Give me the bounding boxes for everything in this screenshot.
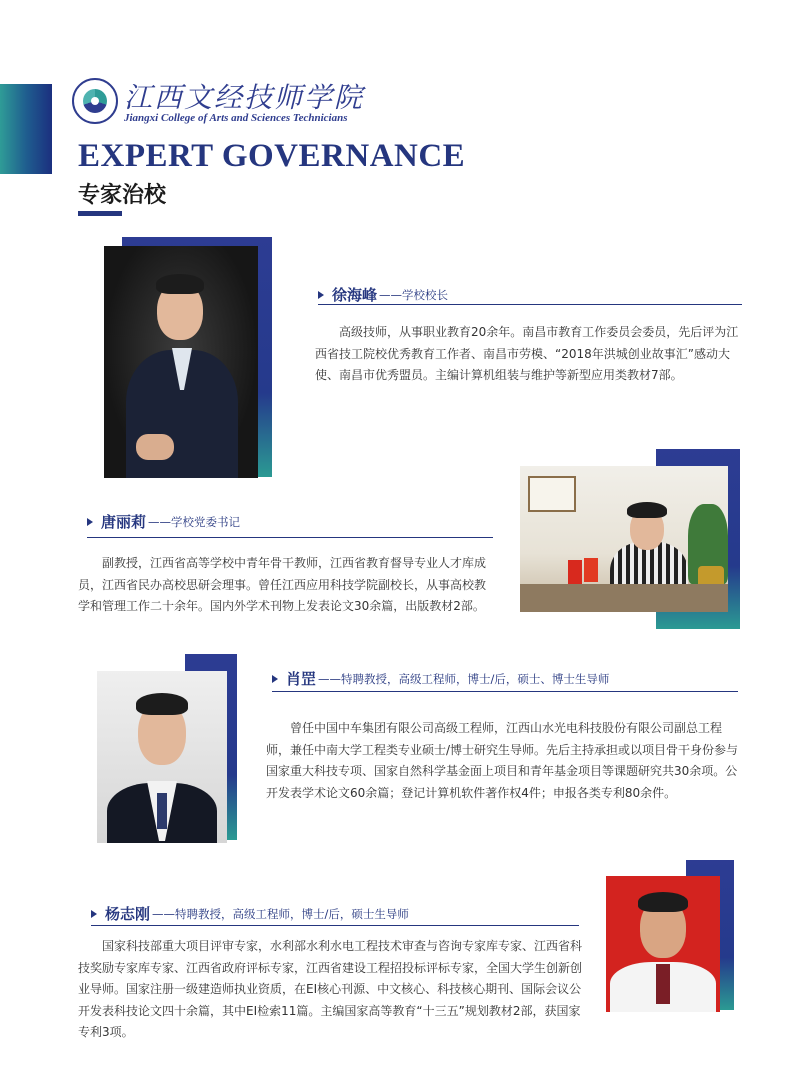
expert-2-name: 唐丽莉	[101, 513, 147, 531]
portrait-photo	[606, 876, 720, 1012]
college-logo-icon	[72, 78, 118, 124]
expert-2-heading	[87, 511, 240, 532]
expert-3-bio: 曾任中国中车集团有限公司高级工程师，江西山水光电科技股份有限公司副总工程师，兼任中南大学工程类专业硕士/博士研究生导师。先后主持承担或以项目骨干身份参与国家重大科技专项、国家自然科学基金面上项目和青年基金项目等课题研究共30余项。公开发表学术论文60余篇；登记计算机软件著作权4件；申报各类专利80余件。	[266, 721, 739, 800]
title-underline	[78, 211, 122, 216]
expert-1-bio: 高级技师，从事职业教育20余年。南昌市教育工作委员会委员，先后评为江西省技工院校优秀教育工作者、南昌市劳模、“2018年洪城创业故事汇”感动大使、南昌市优秀盟员。主编计算机组装与维护等新型应用类教材7部。	[315, 325, 739, 382]
divider-line	[318, 304, 742, 305]
header-accent-tab	[0, 84, 52, 174]
divider-line	[272, 691, 738, 692]
expert-4-heading	[91, 903, 409, 924]
expert-4-role: ——特聘教授，高级工程师，博士/后，硕士生导师	[152, 906, 409, 921]
expert-1-name: 徐海峰	[332, 286, 378, 304]
page-title-cn: 专家治校	[78, 183, 167, 208]
bullet-arrow-icon	[91, 910, 97, 918]
portrait-photo	[520, 466, 728, 612]
divider-line	[91, 925, 579, 926]
expert-1-role: ——学校校长	[379, 287, 449, 302]
expert-1-heading	[318, 284, 448, 305]
expert-2-bio: 副教授，江西省高等学校中青年骨干教师，江西省教育督导专业人才库成员，江西省民办高校思研会理事。曾任江西应用科技学院副校长，从事高校教学和管理工作二十余年。国内外学术刊物上发表论文30余篇，出版教材2部。	[78, 556, 487, 613]
page-title-en: EXPERT GOVERNANCE	[78, 138, 466, 174]
expert-2-role: ——学校党委书记	[148, 514, 241, 529]
portrait-photo	[97, 671, 227, 843]
expert-3-heading	[272, 668, 609, 689]
divider-line	[87, 537, 493, 538]
college-name-cn: 江西文经技师学院	[124, 81, 365, 114]
bullet-arrow-icon	[87, 518, 93, 526]
expert-4-bio: 国家科技部重大项目评审专家，水利部水利水电工程技术审查与咨询专家库专家、江西省科技奖励专家库专家、江西省政府评标专家，江西省建设工程招投标评标专家，全国大学生创新创业导师。国家注册一级建造师执业资质，在EI核心刊源、中文核心、科技核心期刊、国际会议公开发表科技论文四十余篇，其中EI检索11篇。主编国家高等教育“十三五”规划教材2部，获国家专利3项。	[78, 939, 583, 1039]
college-name-en: Jiangxi College of Arts and Sciences Technicians	[124, 112, 348, 124]
bullet-arrow-icon	[318, 291, 324, 299]
expert-4-name: 杨志刚	[105, 905, 151, 923]
portrait-photo	[104, 246, 258, 478]
bullet-arrow-icon	[272, 675, 278, 683]
expert-3-name: 肖罡	[286, 670, 317, 688]
expert-3-role: ——特聘教授，高级工程师，博士/后，硕士、博士生导师	[318, 671, 610, 686]
